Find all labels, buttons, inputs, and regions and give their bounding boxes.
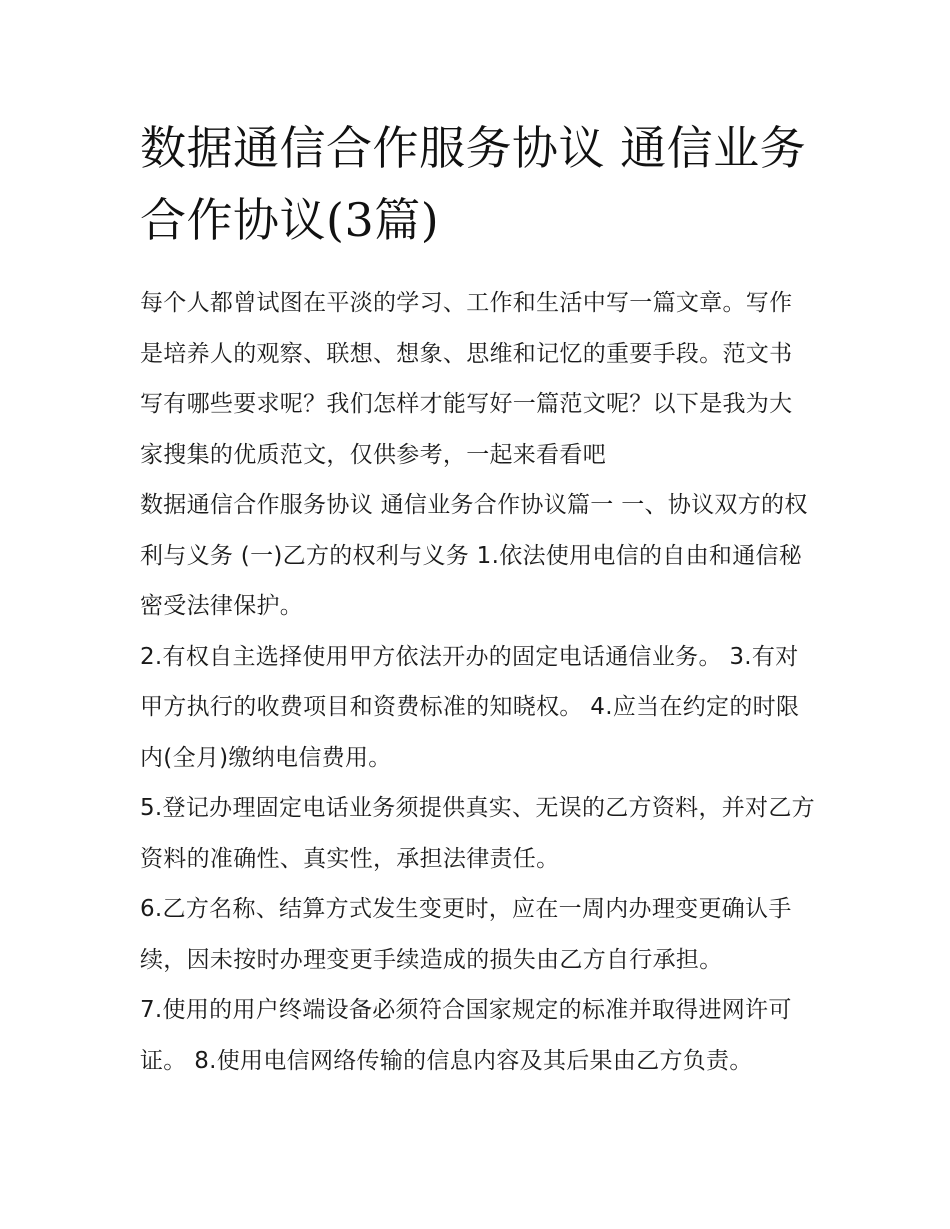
paragraph-clauses-2-4: 2.有权自主选择使用甲方依法开办的固定电话通信业务。 3.有对甲方执行的收费项目和资费标准的知晓权。 4.应当在约定的时限内(全月)缴纳电信费用。 — [140, 643, 800, 771]
paragraph-clause-5: 5.登记办理固定电话业务须提供真实、无误的乙方资料，并对乙方资料的准确性、真实性，承担法律责任。 — [140, 795, 815, 872]
paragraph-intro: 每个人都曾试图在平淡的学习、工作和生活中写一篇文章。写作是培养人的观察、联想、想象、思维和记忆的重要手段。范文书写有哪些要求呢？我们怎样才能写好一篇范文呢？以下是我为大家搜集的优质范文，仅供参考，一起来看看吧 — [140, 290, 793, 468]
paragraph-section-1: 数据通信合作服务协议 通信业务合作协议篇一 一、协议双方的权利与义务 (一)乙方的权利与义务 1.依法使用电信的自由和通信秘密受法律保护。 — [140, 492, 808, 619]
document-body — [140, 278, 815, 1086]
paragraph-clause-6: 6.乙方名称、结算方式发生变更时，应在一周内办理变更确认手续，因未按时办理变更手续造成的损失由乙方自行承担。 — [140, 896, 792, 973]
paragraph-clauses-7-8: 7.使用的用户终端设备必须符合国家规定的标准并取得进网许可证。 8.使用电信网络传输的信息内容及其后果由乙方负责。 — [140, 997, 792, 1074]
document-title: 数据通信合作服务协议 通信业务合作协议(3篇) — [140, 121, 807, 247]
